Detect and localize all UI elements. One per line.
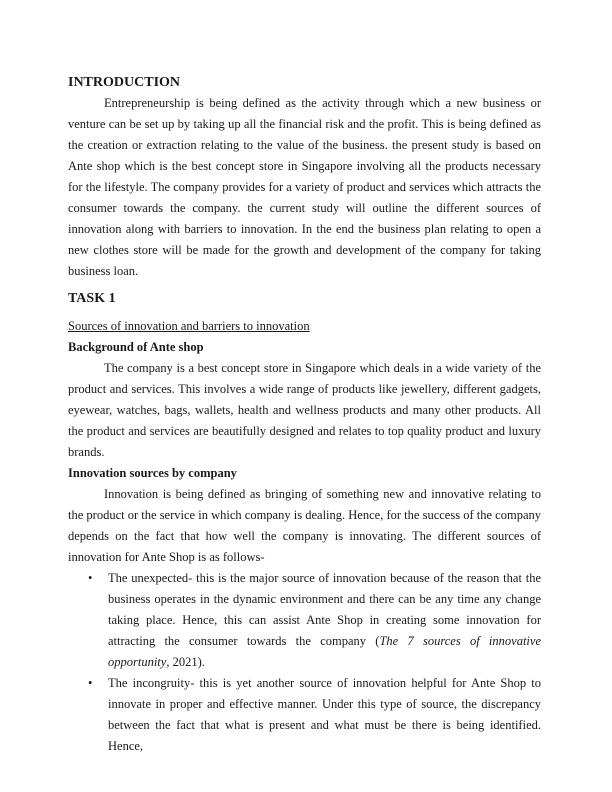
bullet-text xyxy=(108,568,541,673)
background-heading: Background of Ante shop xyxy=(68,340,204,354)
citation-italic: The 7 sources of innovative opportunity xyxy=(108,634,541,669)
bullet-text-before-citation: The unexpected- this is the major source of innovation because of the reason that the business operates in the dynamic environment and there can be any time any change taking place. Hence, this can assist Ante Shop in creating some innovation for attracting the consumer towards the company ( xyxy=(108,571,541,648)
bullet-text: The incongruity- this is yet another source of innovation helpful for Ante Shop to innovate in proper and effective manner. Under this type of source, the discrepancy between the fact that what is present and what must be there is being identified. Hence, xyxy=(108,676,541,753)
bullet-text-after-citation: , 2021). xyxy=(166,655,205,669)
intro-heading: INTRODUCTION xyxy=(68,75,181,90)
list-item xyxy=(68,568,541,673)
task1-heading: TASK 1 xyxy=(68,291,116,306)
background-paragraph: The company is a best concept store in Singapore which deals in a wide variety of the product and services. This involves a wide range of products like jewellery, different gadgets, eyewear, watches, bags, wallets, health and wellness products and many other products. All the product and services are beautifully designed and relates to top quality product and luxury brands. xyxy=(68,361,541,459)
innovation-heading: Innovation sources by company xyxy=(68,466,237,480)
bullet-icon: • xyxy=(88,571,93,585)
bullet-icon: • xyxy=(88,676,93,690)
list-item xyxy=(68,673,541,757)
innovation-paragraph: Innovation is being defined as bringing of something new and innovative relating to the product or the service in which company is dealing. Hence, for the success of the company depends on the fact that how well the company is innovating. The different sources of innovation for Ante Shop is as follows- xyxy=(68,487,541,564)
innovation-bullet-list xyxy=(68,568,541,757)
intro-paragraph: Entrepreneurship is being defined as the activity through which a new business or venture can be set up by taking up all the financial risk and the profit. This is being defined as the creation or extraction relating to the value of the business. the present study is based on Ante shop which is the best concept store in Singapore involving all the products necessary for the lifestyle. The company provides for a variety of product and services which attracts the consumer towards the company. the current study will outline the different sources of innovation along with barriers to innovation. In the end the business plan relating to open a new clothes store will be made for the growth and development of the company for taking business loan. xyxy=(68,96,541,278)
section-subtitle: Sources of innovation and barriers to innovation xyxy=(68,319,310,333)
